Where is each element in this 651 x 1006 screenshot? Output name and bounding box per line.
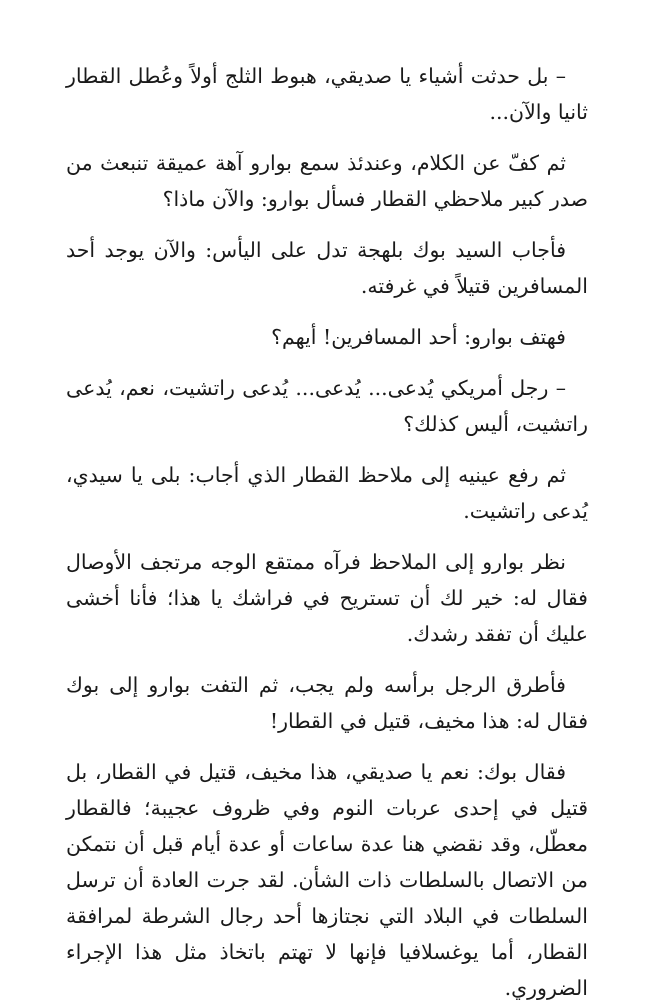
paragraph-gap	[66, 652, 588, 667]
book-page	[66, 58, 588, 1006]
paragraph-3: فأجاب السيد بوك بلهجة تدل على اليأس: والآن يوجد أحد المسافرين قتيلاً في غرفته.	[66, 238, 588, 298]
paragraph-8: فأطرق الرجل برأسه ولم يجب، ثم التفت بوارو إلى بوك فقال له: هذا مخيف، قتيل في القطار!	[66, 673, 588, 733]
paragraph-gap	[66, 217, 588, 232]
paragraph-gap	[66, 739, 588, 754]
paragraph-9: فقال بوك: نعم يا صديقي، هذا مخيف، قتيل في القطار، بل قتيل في إحدى عربات النوم وفي ظروف عجيبة؛ فالقطار معطّل، وقد نقضي هنا عدة ساعات أو عدة أيام قبل أن نتمكن من الاتصال بالسلطات ذات الشأن. لقد جرت العادة أن ترسل السلطات في البلاد التي نجتازها أحد رجال الشرطة لمرافقة القطار، أما يوغسلافيا فإنها لا تهتم باتخاذ مثل هذا الإجراء الضروري.	[66, 760, 588, 1000]
paragraph-6: ثم رفع عينيه إلى ملاحظ القطار الذي أجاب: بلى يا سيدي، يُدعى راتشيت.	[66, 463, 588, 523]
paragraph-1: – بل حدثت أشياء يا صديقي، هبوط الثلج أولاً وعُطل القطار ثانيا والآن...	[66, 64, 588, 124]
paragraph-4: فهتف بوارو: أحد المسافرين! أيهم؟	[271, 325, 566, 349]
paragraph-gap	[66, 355, 588, 370]
paragraph-gap	[66, 529, 588, 544]
paragraph-2: ثم كفّ عن الكلام، وعندئذ سمع بوارو آهة عميقة تنبعث من صدر كبير ملاحظي القطار فسأل بوارو: والآن ماذا؟	[66, 151, 588, 211]
paragraph-7: نظر بوارو إلى الملاحظ فرآه ممتقع الوجه مرتجف الأوصال فقال له: خير لك أن تستريح في فراشك يا هذا؛ فأنا أخشى عليك أن تفقد رشدك.	[66, 550, 588, 646]
paragraph-5: – رجل أمريكي يُدعى... يُدعى... يُدعى راتشيت، نعم، يُدعى راتشيت، أليس كذلك؟	[66, 376, 588, 436]
paragraph-gap	[66, 130, 588, 145]
paragraph-gap	[66, 304, 588, 319]
paragraph-gap	[66, 442, 588, 457]
